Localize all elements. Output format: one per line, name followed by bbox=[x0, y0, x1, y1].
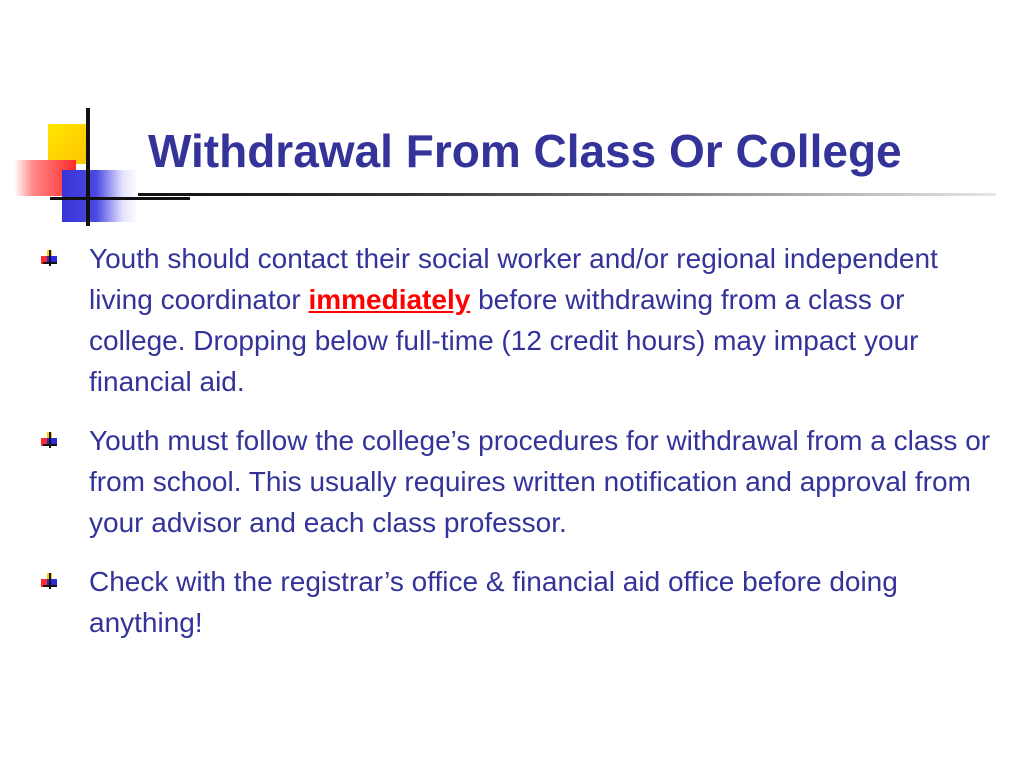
title-underline-rule bbox=[138, 193, 996, 196]
bullet-item bbox=[38, 561, 998, 643]
square-bullet-icon bbox=[41, 250, 57, 266]
logo-yellow-square bbox=[48, 124, 88, 164]
bullet-text-after: before withdrawing from a class or college. Dropping below full-time (12 credit hours) may impact your financial aid. bbox=[89, 284, 919, 397]
bullet-list bbox=[38, 238, 998, 661]
bullet-text bbox=[89, 243, 938, 397]
bullet-text: Check with the registrar’s office & financial aid office before doing anything! bbox=[89, 566, 898, 638]
slide-title: Withdrawal From Class Or College bbox=[148, 125, 902, 177]
bullet-item bbox=[38, 238, 998, 402]
logo-vertical-line bbox=[86, 108, 90, 226]
corner-squares-logo-icon bbox=[0, 0, 160, 240]
logo-horizontal-line bbox=[50, 197, 190, 200]
logo-blue-square bbox=[62, 170, 138, 222]
emphasis-text: immediately bbox=[308, 284, 471, 315]
bullet-text: Youth must follow the college’s procedures for withdrawal from a class or from school. This usually requires written notification and approval from your advisor and each class professor. bbox=[89, 425, 991, 538]
bullet-item bbox=[38, 420, 998, 543]
square-bullet-icon bbox=[41, 432, 57, 448]
bullet-text-before: Youth should contact their social worker and/or regional independent living coordinator bbox=[89, 243, 938, 315]
square-bullet-icon bbox=[41, 573, 57, 589]
